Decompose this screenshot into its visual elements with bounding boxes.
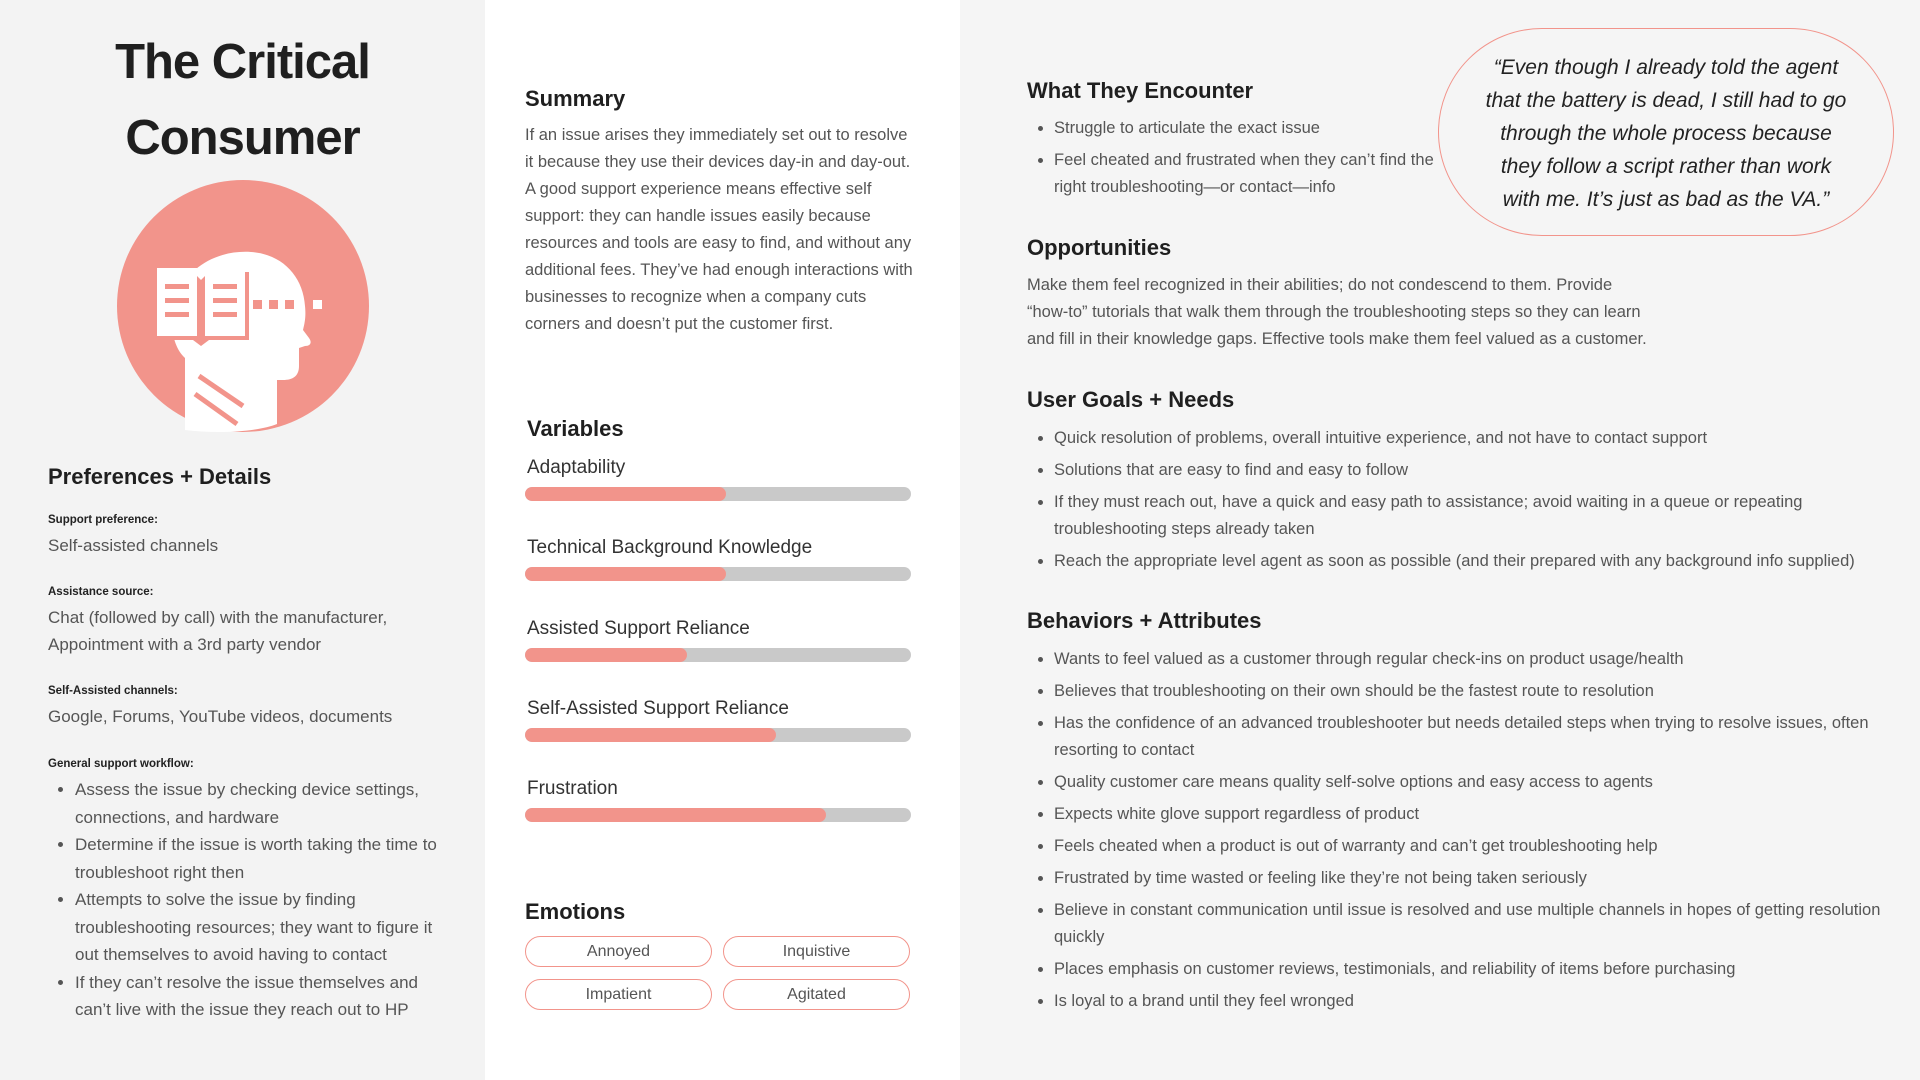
left-column bbox=[0, 0, 485, 1080]
list-item: • Reach the appropriate level agent as soon as possible (and their prepared with any background info supplied) bbox=[1054, 548, 1904, 575]
support-preference-value: Self-assisted channels bbox=[48, 536, 219, 555]
list-item: • Wants to feel valued as a customer through regular check-ins on product usage/health bbox=[1054, 646, 1884, 673]
variable-fill bbox=[525, 808, 826, 822]
list-item: • Expects white glove support regardless of product bbox=[1054, 801, 1884, 828]
variable-track bbox=[525, 567, 911, 581]
quote-line: that the battery is dead, I still had to go bbox=[1485, 89, 1847, 112]
encounter-heading: What They Encounter bbox=[1027, 78, 1254, 103]
list-item: • Quality customer care means quality self-solve options and easy access to agents bbox=[1054, 769, 1884, 796]
emotions-heading: Emotions bbox=[525, 899, 626, 924]
variable-assisted-reliance bbox=[525, 618, 911, 662]
support-preference-label: Support preference: bbox=[48, 514, 158, 526]
variable-track bbox=[525, 728, 911, 742]
variable-technical-knowledge bbox=[525, 537, 911, 581]
list-item: • Believes that troubleshooting on their own should be the fastest route to resolution bbox=[1054, 678, 1884, 705]
opportunities-line: Make them feel recognized in their abilities; do not condescend to them. Provide bbox=[1027, 276, 1613, 294]
summary-text: If an issue arises they immediately set out to resolve it because they use their devices day-in and day-out. A good support experience means effective self support: they can handle issues easily because resources and tools are easy to find, and without any additional fees. They’ve had enough interactions with businesses to recognize when a company cuts corners and doesn’t put the customer first. bbox=[525, 126, 913, 333]
quote-line: “Even though I already told the agent bbox=[1493, 56, 1839, 79]
variable-track bbox=[525, 808, 911, 822]
variable-frustration bbox=[525, 778, 911, 822]
list-item: • Feel cheated and frustrated when they can’t find the right troubleshooting—or contact—info bbox=[1054, 147, 1434, 201]
assistance-source-line: Appointment with a 3rd party vendor bbox=[48, 635, 322, 654]
quote-bubble bbox=[1438, 28, 1894, 236]
variable-fill bbox=[525, 567, 726, 581]
persona-title-line: Consumer bbox=[125, 111, 360, 165]
list-item: • Frustrated by time wasted or feeling like they’re not being taken seriously bbox=[1054, 865, 1884, 892]
middle-column bbox=[485, 0, 960, 1080]
variable-adaptability bbox=[525, 457, 911, 501]
variable-fill bbox=[525, 728, 776, 742]
list-item: • Attempts to solve the issue by finding troubleshooting resources; they want to figure it out themselves to avoid having to contact bbox=[75, 886, 448, 969]
variable-label: Frustration bbox=[527, 778, 618, 799]
quote-text bbox=[1449, 51, 1883, 216]
quote-line: through the whole process because bbox=[1500, 122, 1832, 145]
opportunities-text bbox=[1027, 272, 1667, 353]
self-assisted-channels-label: Self-Assisted channels: bbox=[48, 685, 178, 697]
assistance-source-value bbox=[48, 604, 448, 658]
assistance-source-line: Chat (followed by call) with the manufacturer, bbox=[48, 608, 388, 627]
persona-title-line: The Critical bbox=[115, 35, 370, 89]
behaviors-heading: Behaviors + Attributes bbox=[1027, 608, 1262, 633]
list-item: • Assess the issue by checking device settings, connections, and hardware bbox=[75, 776, 448, 831]
behaviors-list bbox=[1027, 646, 1884, 1020]
support-workflow-list bbox=[48, 776, 448, 1024]
list-item: • Struggle to articulate the exact issue bbox=[1054, 115, 1434, 142]
emotion-pill: Impatient bbox=[525, 979, 712, 1010]
persona-title bbox=[0, 24, 485, 176]
encounter-list bbox=[1027, 115, 1434, 206]
summary-heading: Summary bbox=[525, 86, 626, 111]
assistance-source bbox=[48, 586, 448, 658]
variable-label: Self-Assisted Support Reliance bbox=[527, 698, 789, 719]
list-item: • If they must reach out, have a quick and easy path to assistance; avoid waiting in a queue or repeating troubleshooting steps already taken bbox=[1054, 489, 1904, 543]
variables-heading: Variables bbox=[527, 416, 624, 441]
list-item: • If they can’t resolve the issue themselves and can’t live with the issue they reach out to HP bbox=[75, 969, 448, 1024]
self-assisted-channels bbox=[48, 685, 448, 730]
list-item: • Feels cheated when a product is out of warranty and can’t get troubleshooting help bbox=[1054, 833, 1884, 860]
support-preference bbox=[48, 514, 448, 559]
assistance-source-label: Assistance source: bbox=[48, 586, 154, 598]
variable-label: Assisted Support Reliance bbox=[527, 618, 750, 639]
variable-label: Adaptability bbox=[527, 457, 626, 478]
list-item: • Places emphasis on customer reviews, testimonials, and reliability of items before purchasing bbox=[1054, 956, 1884, 983]
list-item: • Has the confidence of an advanced troubleshooter but needs detailed steps when trying to resolve issues, often resorting to contact bbox=[1054, 710, 1884, 764]
list-item: • Believe in constant communication until issue is resolved and use multiple channels in hopes of getting resolution quickly bbox=[1054, 897, 1884, 951]
emotion-pill: Inquistive bbox=[723, 936, 910, 967]
list-item: • Solutions that are easy to find and easy to follow bbox=[1054, 457, 1904, 484]
variable-label: Technical Background Knowledge bbox=[527, 537, 813, 558]
self-assisted-channels-value: Google, Forums, YouTube videos, documents bbox=[48, 707, 393, 726]
quote-line: they follow a script rather than work bbox=[1500, 155, 1832, 178]
list-item: • Is loyal to a brand until they feel wronged bbox=[1054, 988, 1884, 1015]
goals-heading: User Goals + Needs bbox=[1027, 387, 1235, 412]
emotion-pill: Annoyed bbox=[525, 936, 712, 967]
quote-line: with me. It’s just as bad as the VA.” bbox=[1502, 188, 1830, 211]
variable-fill bbox=[525, 487, 726, 501]
preferences-heading: Preferences + Details bbox=[48, 464, 272, 489]
right-column bbox=[960, 0, 1920, 1080]
list-item: • Determine if the issue is worth taking the time to troubleshoot right then bbox=[75, 831, 448, 886]
variable-fill bbox=[525, 648, 687, 662]
opportunities-line: and fill in their knowledge gaps. Effective tools make them feel valued as a customer. bbox=[1027, 330, 1647, 348]
goals-list bbox=[1027, 425, 1904, 580]
opportunities-heading: Opportunities bbox=[1027, 235, 1172, 260]
variable-track bbox=[525, 487, 911, 501]
support-workflow-label: General support workflow: bbox=[48, 758, 194, 770]
list-item: • Quick resolution of problems, overall intuitive experience, and not have to contact support bbox=[1054, 425, 1904, 452]
opportunities-line: “how-to” tutorials that walk them through the troubleshooting steps so they can learn bbox=[1027, 303, 1641, 321]
variable-self-assisted-reliance bbox=[525, 698, 911, 742]
emotion-pill: Agitated bbox=[723, 979, 910, 1010]
variable-track bbox=[525, 648, 911, 662]
head-with-open-book-icon bbox=[117, 180, 369, 432]
support-workflow bbox=[48, 758, 448, 1024]
